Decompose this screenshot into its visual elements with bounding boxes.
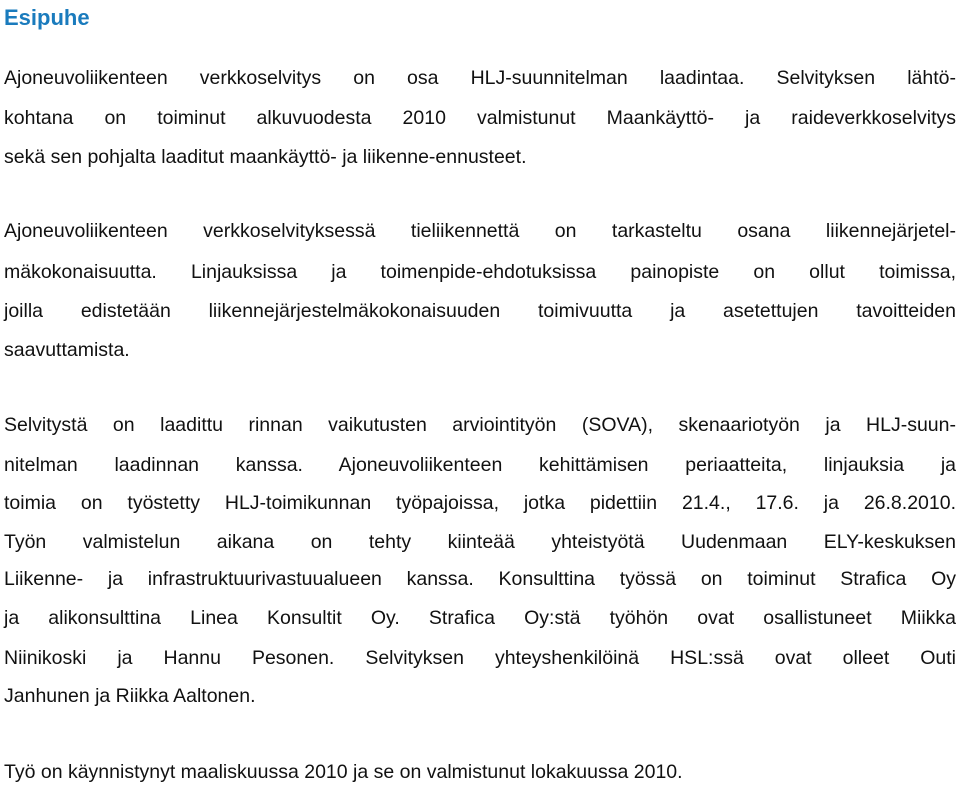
text-line: Niinikoski ja Hannu Pesonen. Selvityksen yhteyshenkilöinä HSL:ssä ovat olleet Outi bbox=[4, 647, 956, 669]
text-line: Ajoneuvoliikenteen verkkoselvitys on osa HLJ-suunnitelman laadintaa. Selvityksen lähtö- bbox=[4, 67, 956, 89]
page-title: Esipuhe bbox=[4, 5, 90, 30]
text-line: mäkokonaisuutta. Linjauksissa ja toimenpide-ehdotuksissa painopiste on ollut toimissa, bbox=[4, 261, 956, 283]
text-line: kohtana on toiminut alkuvuodesta 2010 valmistunut Maankäyttö- ja raideverkkoselvitys bbox=[4, 107, 956, 129]
text-line: Työ on käynnistynyt maaliskuussa 2010 ja se on valmistunut lokakuussa 2010. bbox=[4, 761, 683, 783]
text-line: nitelman laadinnan kanssa. Ajoneuvoliikenteen kehittämisen periaatteita, linjauksia ja bbox=[4, 454, 956, 476]
text-line: toimia on työstetty HLJ-toimikunnan työpajoissa, jotka pidettiin 21.4., 17.6. ja 26.8.2010. bbox=[4, 492, 956, 514]
text-line: Selvitystä on laadittu rinnan vaikutusten arviointityön (SOVA), skenaariotyön ja HLJ-suun- bbox=[4, 414, 956, 436]
text-line: joilla edistetään liikennejärjestelmäkokonaisuuden toimivuutta ja asetettujen tavoitteiden bbox=[4, 300, 956, 322]
text-line: saavuttamista. bbox=[4, 339, 130, 361]
text-line: sekä sen pohjalta laaditut maankäyttö- ja liikenne-ennusteet. bbox=[4, 146, 527, 168]
text-line: Ajoneuvoliikenteen verkkoselvityksessä tieliikennettä on tarkasteltu osana liikennejärjetel- bbox=[4, 220, 956, 242]
text-line: ja alikonsulttina Linea Konsultit Oy. Strafica Oy:stä työhön ovat osallistuneet Miikka bbox=[4, 607, 956, 629]
text-line: Liikenne- ja infrastruktuurivastuualueen kanssa. Konsulttina työssä on toiminut Strafica Oy bbox=[4, 568, 956, 590]
text-line: Janhunen ja Riikka Aaltonen. bbox=[4, 685, 256, 707]
text-line: Työn valmistelun aikana on tehty kiinteää yhteistyötä Uudenmaan ELY-keskuksen bbox=[4, 531, 956, 553]
